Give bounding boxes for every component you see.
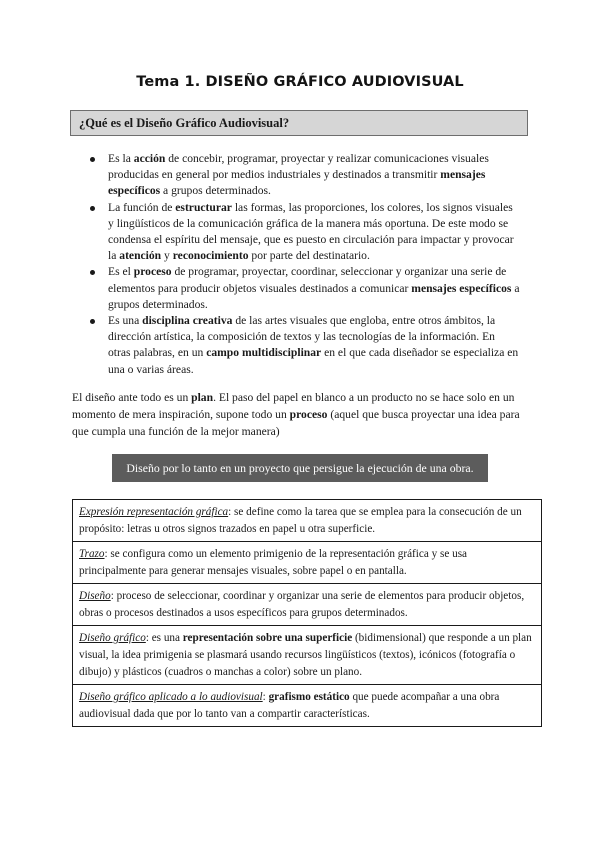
highlight-banner: Diseño por lo tanto en un proyecto que persigue la ejecución de una obra. (112, 454, 488, 482)
table-row: Diseño gráfico aplicado a lo audiovisual: grafismo estático que puede acompañar a una obra audiovisual dada que por lo tanto van a compartir características. (79, 691, 500, 720)
table-row: Expresión representación gráfica: se define como la tarea que se emplea para la consecución de un propósito: letras u otros signos trazados en papel u otra superficie. (73, 500, 541, 542)
definition-term: Diseño gráfico (79, 632, 146, 644)
table-row: Diseño gráfico: es una representación sobre una superficie (bidimensional) que responde a un plan visual, la idea primigenia se plasmará usando recursos lingüísticos (textos), icónicos (fotografía o dibujo) y plásticos (cuadros o manchas a color) sobre un plano. (73, 626, 541, 685)
definition-term: Diseño gráfico aplicado a lo audiovisual (79, 691, 263, 703)
list-item: La función de estructurar las formas, las proporciones, los colores, los signos visuales y lingüísticos de la comunicación gráfica de la manera más oportuna. De este modo se condensa el espíritu del mensaje, que es puesto en circulación para impactar y provocar la atención y reconocimiento por parte del destinatario. (88, 200, 520, 265)
section-heading: ¿Qué es el Diseño Gráfico Audiovisual? (70, 110, 528, 136)
page-title: Tema 1. DISEÑO GRÁFICO AUDIOVISUAL (136, 74, 464, 90)
definition-term: Diseño (79, 590, 111, 602)
table-row: Diseño: proceso de seleccionar, coordinar y organizar una serie de elementos para producir objetos, obras o procesos destinados a usos específicos para grupos determinados. (73, 584, 541, 626)
bullet-list (88, 151, 520, 378)
list-item: Es una disciplina creativa de las artes visuales que engloba, entre otros ámbitos, la dirección artística, la composición de textos y las tecnologías de la información. En otras palabras, en un campo multidisciplinar en el que cada diseñador se especializa en una o varias áreas. (88, 313, 520, 378)
definitions-table (72, 499, 542, 727)
definition-term: Trazo (79, 548, 105, 560)
table-row: Trazo: se configura como un elemento primigenio de la representación gráfica y se usa principalmente para generar mensajes visuales, sobre papel o en pantalla. (73, 542, 541, 584)
definition-term: Expresión representación gráfica (79, 506, 229, 518)
list-item: Es la acción de concebir, programar, proyectar y realizar comunicaciones visuales producidas en general por medios industriales y destinados a transmitir mensajes específicos a grupos determinados. (88, 151, 520, 200)
intro-paragraph: El diseño ante todo es un plan. El paso del papel en blanco a un producto no se hace solo en un momento de mera inspiración, supone todo un proceso (aquel que busca proyectar una idea para que cumpla una función de la mejor manera) (72, 391, 520, 438)
list-item: Es el proceso de programar, proyectar, coordinar, seleccionar y organizar una serie de elementos para producir objetos visuales destinados a comunicar mensajes específicos a grupos determinados. (88, 264, 520, 313)
